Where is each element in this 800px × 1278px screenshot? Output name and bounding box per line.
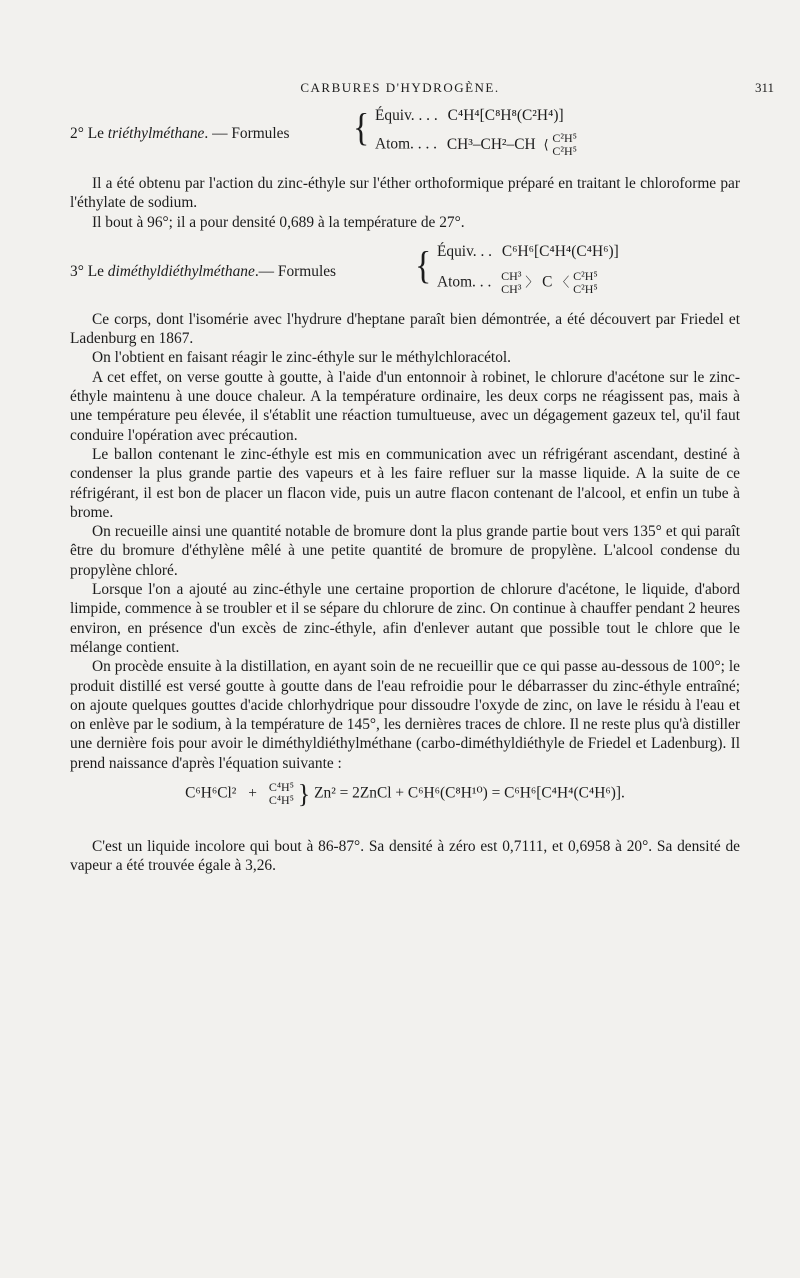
stack-top: C⁴H⁵ [268, 780, 294, 795]
equation-reactant: C⁶H⁶Cl² [185, 784, 237, 802]
atom-left-groups [501, 270, 521, 296]
triethylmethane-label [70, 124, 289, 143]
atom-label: Atom. . . [437, 273, 492, 291]
paragraph: On recueille ainsi une quantité notable de bromure dont la plus grande partie bout vers 135° et qui paraît être du bromure d'éthylène mêlé à une petite quantité de bromure de propylène. L'alcool condense du propylène chloré. [70, 523, 740, 579]
bond-right-icon: 〉 [525, 274, 539, 290]
branch-bottom: C²H⁵ [552, 144, 577, 158]
equation-stack [269, 781, 294, 807]
section-number: 3° [70, 262, 84, 280]
bond-left-icon: 〈 [556, 274, 570, 290]
paragraph: On l'obtient en faisant réagir le zinc-éthyle sur le méthylchloracétol. [92, 349, 512, 367]
label-suffix: .— Formules [254, 262, 337, 280]
compound-name: triéthylméthane [107, 125, 205, 142]
compound-name: diméthyldiéthylméthane [107, 262, 255, 280]
triethylmethane-formulas [70, 104, 740, 174]
atom-formula: CH³–CH²–CH [446, 135, 536, 153]
reaction-equation [70, 781, 740, 827]
paragraph: Ce corps, dont l'isomérie avec l'hydrure d'heptane paraît bien démontrée, a été découvert par Friedel et Ladenburg en 1867. [70, 310, 740, 348]
equation-plus: + [248, 784, 257, 802]
branch-top: C²H⁵ [552, 131, 577, 145]
left-bottom: CH³ [501, 281, 522, 296]
paragraph: Le ballon contenant le zinc-éthyle est mis en communication avec un réfrigérant ascendant, destiné à condenser la plus grande partie des vapeurs et à les faire refluer sur la masse liquide. A la suite de ce réfrigérant, il est bon de placer un flacon vide, puis un autre flacon contenant de l'alcool, et enfin un tube à brome. [70, 445, 740, 521]
brace-close-icon: } [297, 779, 311, 809]
label-prefix: Le [83, 262, 108, 280]
atom-right-groups [573, 270, 597, 296]
right-bottom: C²H⁵ [573, 281, 598, 296]
stack-bottom: C⁴H⁵ [268, 793, 294, 808]
atom-formula-row [437, 270, 598, 296]
page-number: 311 [755, 80, 775, 95]
equation-products: Zn² = 2ZnCl + C⁶H⁶(C⁸H¹⁰) = C⁶H⁶[C⁴H⁴(C⁴H⁶)]. [314, 784, 625, 802]
dimethyldiethylmethane-label [70, 262, 336, 281]
paragraph: Il a été obtenu par l'action du zinc-éthyle sur l'éther orthoformique préparé en traitant le chloroforme par l'éthylate de sodium. [70, 175, 740, 212]
equiv-label: Équiv. . . . [375, 107, 438, 124]
equiv-formula-row [375, 106, 564, 125]
atom-label: Atom. . . . [375, 135, 437, 153]
paragraph: On procède ensuite à la distillation, en ayant soin de ne recueillir que ce qui passe au-dessous de 100°; le produit distillé est versé goutte à goutte dans de l'eau refroidie pour le débarrasser du zinc-éthyle entraîné; on ajoute quelques gouttes d'acide chlorhydrique pour dissoudre l'oxyde de zinc, on lave le résidu à l'eau et on enlève par le sodium, à la température de 145°, les dernières traces de chlore. Il ne reste plus qu'à distiller une dernière fois pour avoir le diméthyldiéthylméthane (carbo-diméthyldiéthyle de Friedel et Ladenburg). Il prend naissance d'après l'équation suivante : [70, 658, 740, 772]
brace-icon: { [353, 107, 370, 150]
equiv-formula: C⁴H⁴[C⁸H⁸(C²H⁴)] [447, 107, 564, 124]
central-carbon: C [542, 273, 553, 291]
dimethyldiethylmethane-formulas [70, 238, 740, 310]
label-prefix: Le [83, 125, 108, 142]
branch-bond-icon: ⟨ [543, 136, 549, 152]
label-suffix: . — Formules [204, 125, 290, 142]
running-head: CARBURES D'HYDROGÈNE. [300, 80, 500, 95]
right-top: C²H⁵ [573, 268, 598, 283]
atom-branches [552, 132, 576, 158]
equiv-formula-row [437, 242, 619, 261]
page-text [70, 104, 740, 876]
paragraph: Il bout à 96°; il a pour densité 0,689 à la température de 27°. [92, 213, 465, 231]
paragraph: Lorsque l'on a ajouté au zinc-éthyle une certaine proportion de chlorure d'acétone, le liquide, d'abord limpide, commence à se troubler et il se sépare du chlorure de zinc. On continue à chauffer pendant 2 heures environ, en présence d'un excès de zinc-éthyle, afin d'enlever autant que possible tout le chlore que le mélange contient. [70, 581, 740, 656]
paragraph: C'est un liquide incolore qui bout à 86-87°. Sa densité à zéro est 0,7111, et 0,6958 à 20°. Sa densité de vapeur a été trouvée égale à 3,26. [70, 838, 740, 875]
paragraph: A cet effet, on verse goutte à goutte, à l'aide d'un entonnoir à robinet, le chlorure d'acétone sur le zinc-éthyle maintenu à une douce chaleur. A la température ordinaire, les deux corps ne réagissent pas, mais à une température peu élevée, il s'établit une réaction tumultueuse, avec un dégagement gazeux tel, qu'il faut conduire l'opération avec précaution. [70, 368, 740, 444]
brace-icon: { [415, 245, 432, 288]
equiv-label: Équiv. . . [437, 242, 493, 260]
atom-formula-row [375, 132, 577, 158]
left-top: CH³ [501, 268, 522, 283]
section-number: 2° [70, 125, 84, 142]
equiv-formula: C⁶H⁶[C⁴H⁴(C⁴H⁶)] [501, 242, 619, 260]
